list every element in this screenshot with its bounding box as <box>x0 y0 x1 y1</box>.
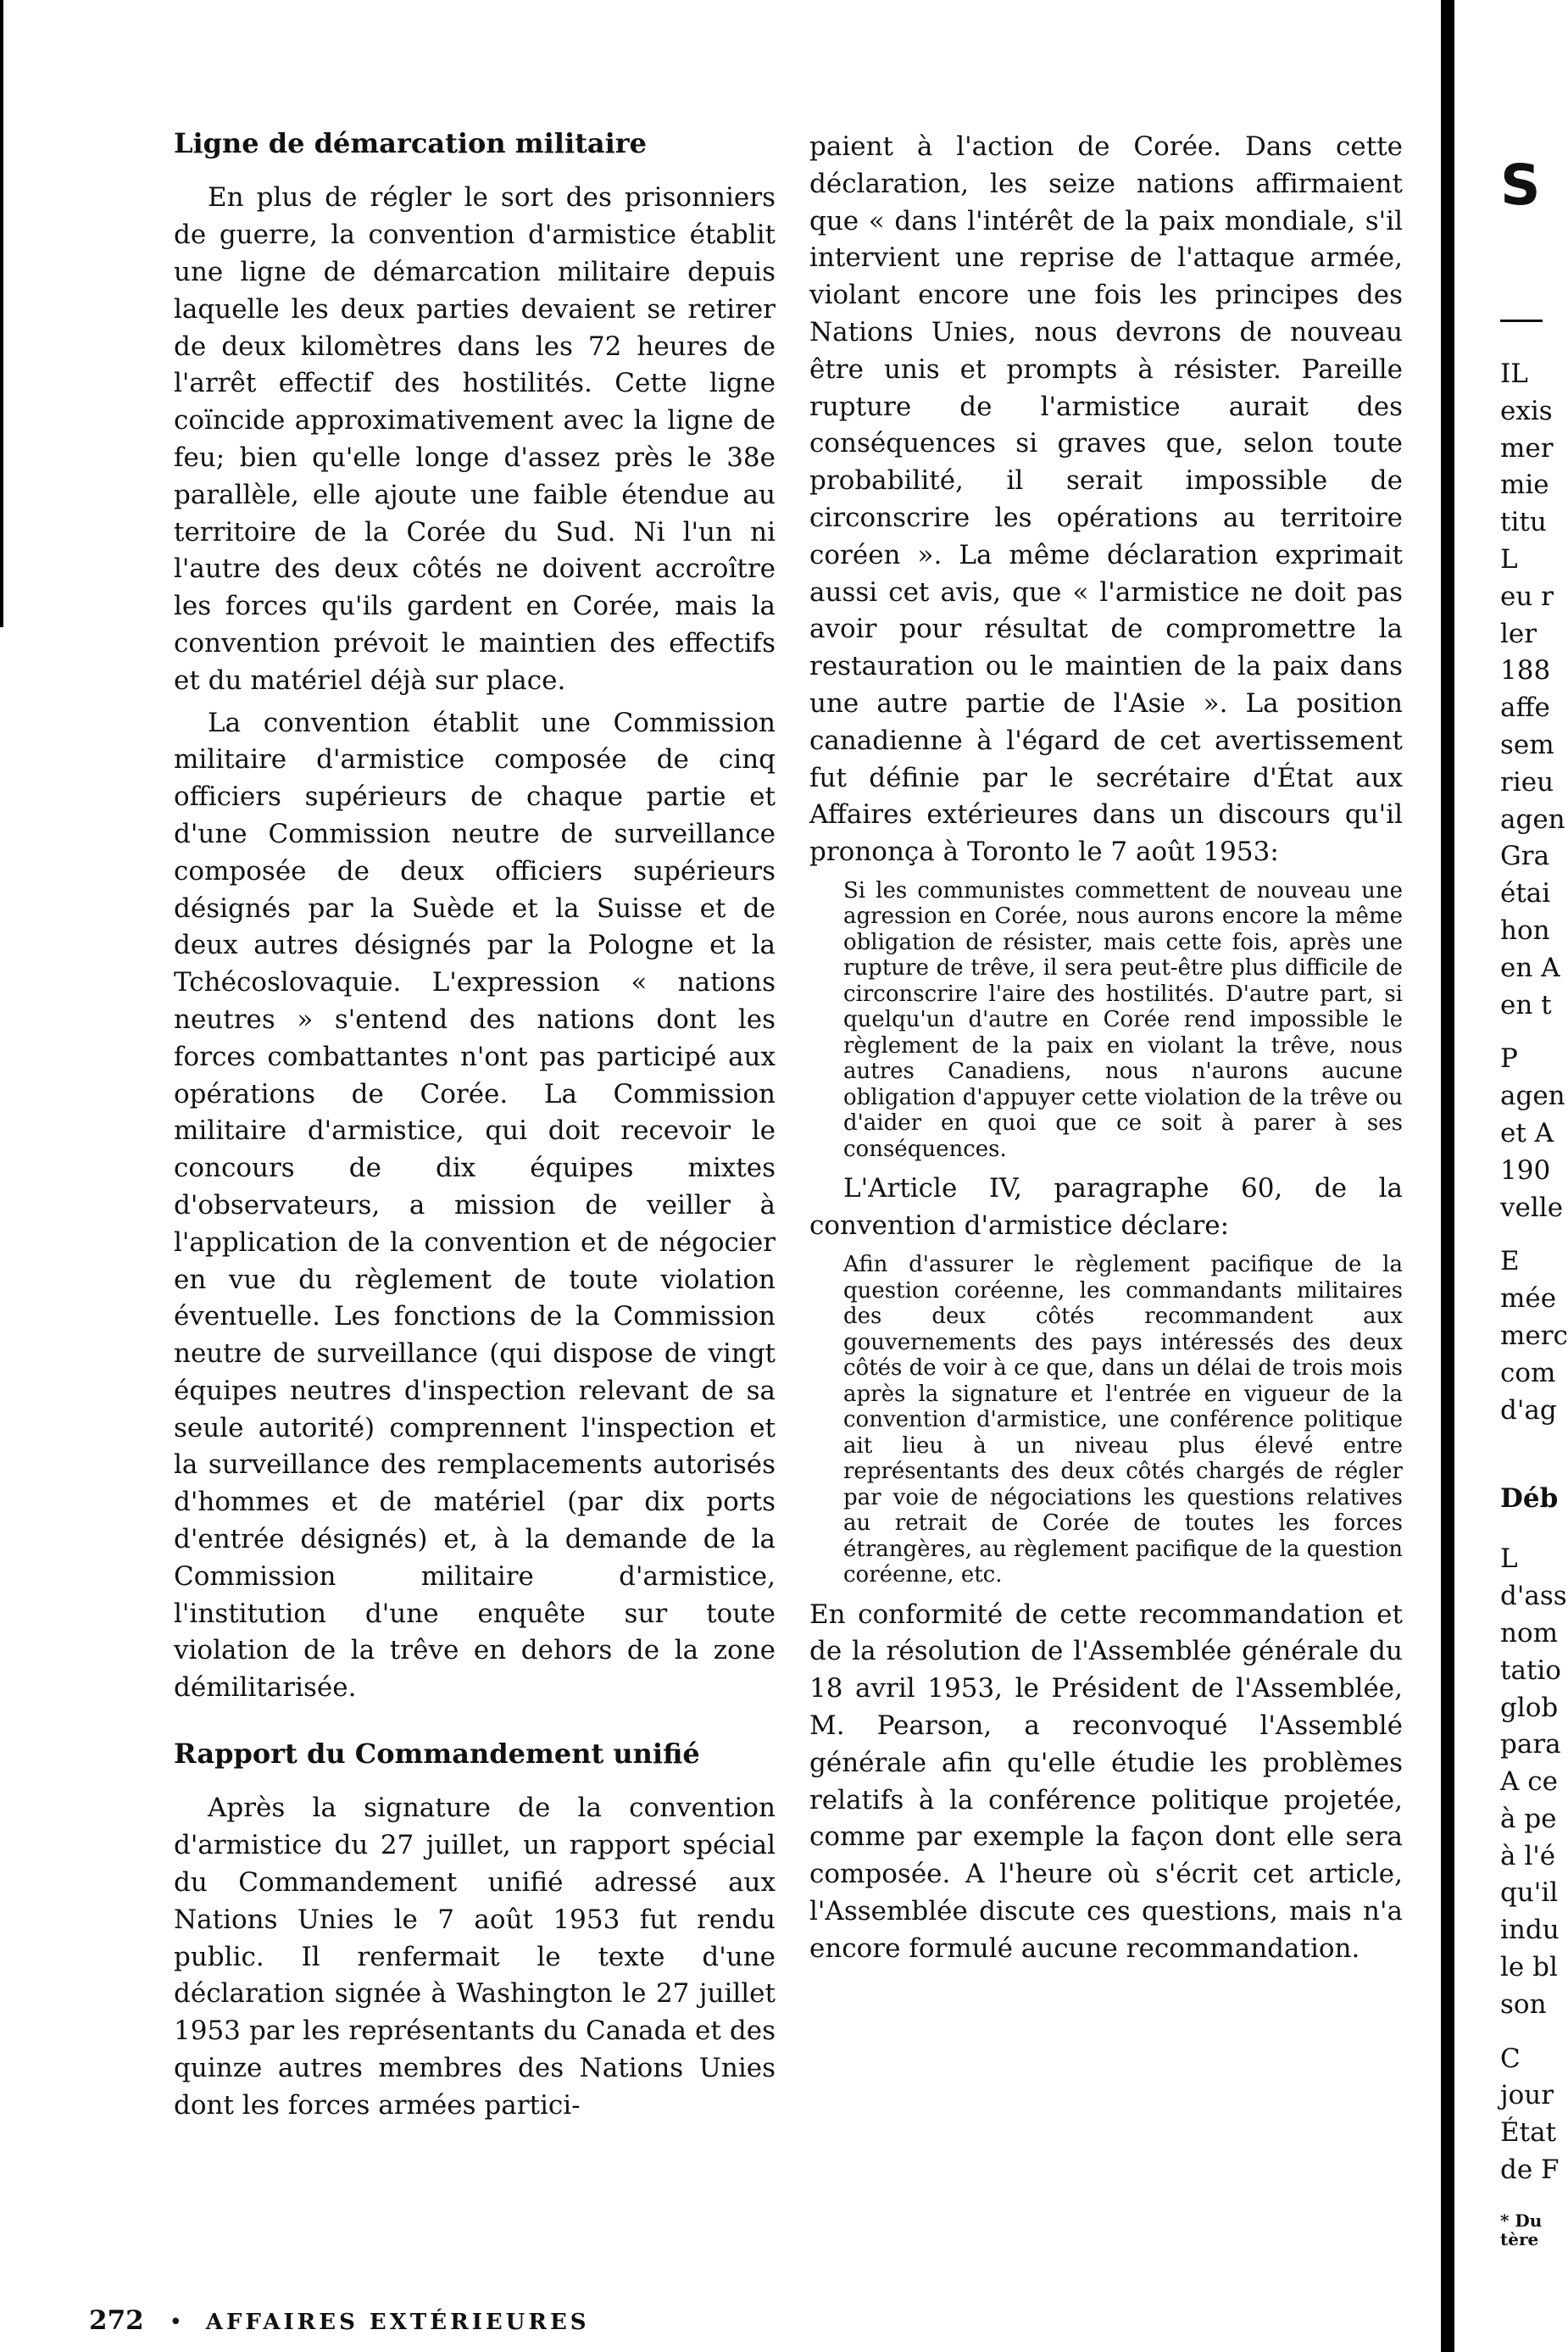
right-fragment-line: agen <box>1500 803 1565 835</box>
right-fragment-line: indu <box>1500 1915 1560 1946</box>
right-fragment-line: d'ass <box>1500 1581 1567 1612</box>
right-fragment-line: exis <box>1500 395 1553 426</box>
right-fragment-line: mer <box>1500 432 1554 464</box>
right-footnote-line: * Du <box>1500 2210 1543 2231</box>
right-fragment-line: à pe <box>1500 1803 1557 1834</box>
right-fragment-line: L <box>1500 543 1518 575</box>
heading-rapport-commandement: Rapport du Commandement unifié <box>174 1738 700 1771</box>
right-fragment-line: son <box>1500 1988 1547 2020</box>
right-fragment-line: titu <box>1500 507 1547 538</box>
footer-bullet: • <box>169 2310 182 2335</box>
right-fragment-line: com <box>1500 1357 1556 1388</box>
right-fragment-line: eu r <box>1500 581 1554 612</box>
right-fragment-line: de F <box>1500 2155 1560 2186</box>
right-fragment-line: 188 <box>1500 655 1551 687</box>
right-dash <box>1500 320 1543 322</box>
right-fragment-line: E <box>1500 1246 1520 1277</box>
right-fragment-line: nom <box>1500 1617 1559 1649</box>
right-fragment-line: en t <box>1500 989 1552 1020</box>
right-footnote-line: tère <box>1500 2228 1539 2249</box>
page-number: 272 <box>89 2305 144 2336</box>
middle-column <box>809 129 1403 1973</box>
right-lines-e <box>1500 1541 1567 2023</box>
right-fragment-line: à l'é <box>1500 1840 1556 1871</box>
right-fragment-line: hon <box>1500 915 1550 946</box>
journal-title: AFFAIRES EXTÉRIEURES <box>205 2310 590 2335</box>
right-fragment-line: glob <box>1500 1692 1559 1723</box>
right-fragment-line: 190 <box>1500 1154 1551 1186</box>
right-fragment-line: étai <box>1500 878 1551 909</box>
right-fragment-line: État <box>1500 2117 1557 2149</box>
right-footnote <box>1500 2211 1551 2249</box>
right-fragment-line: jour <box>1500 2080 1554 2111</box>
right-big-heading: S <box>1500 153 1541 218</box>
right-lines-d <box>1500 1243 1568 1429</box>
paragraph-convention-ligne: En plus de régler le sort des prisonniers de guerre, la convention d'armistice établit une ligne de démarcation militaire depuis laquelle les deux parties devaient se retirer de deux kilomètres dans les 72 heures de l'arrêt effectif des hostilités. Cette ligne coïncide approximativement avec la ligne de feu; bien qu'elle longe d'assez près le 38e parallèle, elle ajoute une faible étendue au territoire de la Corée du Sud. Ni l'un ni l'autre des deux côtés ne doivent accroître les forces qu'ils gardent en Corée, mais la convention prévoit le maintien des effectifs et du matériel déjà sur place. <box>174 182 776 696</box>
right-lines-c <box>1500 1041 1565 1226</box>
right-fragment-line: IL <box>1500 359 1528 389</box>
right-fragment-line: rieu <box>1500 766 1554 798</box>
quote-article <box>809 1252 1403 1588</box>
paragraph-conformite: En conformité de cette recommandation et de la résolution de l'Assemblée générale du 18 avril 1953, le Président de l'Assemblée, M. Pearson, a reconvoqué l'Assemblé générale afin qu'elle étudie les problèmes relatifs à la conférence politique projetée, comme par exemple la façon dont elle sera composée. A l'heure où s'écrit cet article, l'Assemblée discute ces questions, mais n'a encore formulé aucune recommandation. <box>809 1599 1403 1964</box>
page-footer <box>89 2305 590 2336</box>
heading-ligne-demarcation: Ligne de démarcation militaire <box>174 127 647 159</box>
paragraph-commission: La convention établit une Commission militaire d'armistice composée de cinq officiers supérieurs de chaque partie et d'une Commission neutre de surveillance composée de deux officiers supérieurs désignés par la Suède et la Suisse et de deux autres désignés par la Pologne et la Tchécoslovaquie. L'expression « nations neutres » s'entend des nations dont les forces combattantes n'ont pas participé aux opérations de Corée. La Commission militaire d'armistice, qui doit recevoir le concours de dix équipes mixtes d'observateurs, a mission de veiller à l'application de la convention et de négocier en vue du règlement de toute violation éventuelle. Les fonctions de la Commission neutre de surveillance (qui dispose de vingt équipes neutres d'inspection relevant de sa seule autorité) comprennent l'inspection et la surveillance des remplacements autorisés d'hommes et de matériel (par dix ports d'entrée désignés) et, à la demande de la Commission militaire d'armistice, l'institution d'une enquête sur toute violation de la trêve en dehors de la zone démilitarisée. <box>174 707 776 1704</box>
right-fragment-line: P <box>1500 1043 1518 1075</box>
right-fragment-line: A ce <box>1500 1766 1558 1798</box>
right-column-fragment <box>1500 127 1568 2249</box>
quote-article-text: Afin d'assurer le règlement pacifique de la question coréenne, les commandants militaires des deux côtés recommandent aux gouvernements des pays intéressés des deux côtés de voir à ce que, dans un délai de trois mois après la signature et l'entrée en vigueur de la convention d'armistice, une conférence politique ait lieu à un niveau plus élevé entre représentants des deux côtés chargés de régler par voie de négociations les questions relatives au retrait de Corée de toutes les forces étrangères, au règlement pacifique de la question coréenne, etc. <box>843 1252 1403 1588</box>
right-fragment-line: mée <box>1500 1283 1557 1315</box>
left-edge-mark <box>0 0 3 627</box>
right-fragment-line: C <box>1500 2043 1521 2074</box>
right-fragment-line: velle <box>1500 1192 1564 1223</box>
right-fragment-line: mie <box>1500 470 1549 501</box>
right-fragment-line: merc <box>1500 1320 1568 1351</box>
right-fragment-line: affe <box>1500 692 1550 724</box>
quote-communistes-text: Si les communistes commettent de nouveau une agression en Corée, nous aurons encore la même obligation de résister, mais cette fois, après une rupture de trêve, il sera peut-être plus difficile de circonscrire l'aire des hostilités. D'autre part, si quelqu'un d'autre en Corée rend impossible le règlement de la paix en violant la trêve, nous autres Canadiens, nous n'aurons aucune obligation d'appuyer cette violation de la trêve ou d'aider en quoi que ce soit à parer à ses conséquences. <box>843 877 1403 1162</box>
quote-communistes <box>809 878 1403 1163</box>
right-fragment-line: tatio <box>1500 1654 1561 1686</box>
paragraph-rapport: Après la signature de la convention d'armistice du 27 juillet, un rapport spécial du Commandement unifié adressé aux Nations Unies le 7 août 1953 fut rendu public. Il renfermait le texte d'une déclaration signée à Washington le 27 juillet 1953 par les représentants du Canada et des quinze autres membres des Nations Unies dont les forces armées partici- <box>174 1793 776 2121</box>
left-column <box>174 127 776 2130</box>
right-lines-f <box>1500 2041 1560 2189</box>
right-fragment-line: L <box>1500 1543 1518 1575</box>
right-fragment-line: d'ag <box>1500 1394 1557 1426</box>
column-separator-rule <box>1441 0 1454 2352</box>
right-lines-b <box>1500 542 1565 1024</box>
right-fragment-line: en A <box>1500 952 1560 983</box>
paragraph-declaration: paient à l'action de Corée. Dans cette déclaration, les seize nations affirmaient que « dans l'intérêt de la paix mondiale, s'il intervient une reprise de l'attaque armée, violant encore une fois les principes des Nations Unies, nous devrons de nouveau être unis et prompts à résister. Pareille rupture de l'armistice aurait des conséquences si graves que, selon toute probabilité, il serait impossible de circonscrire les opérations au territoire coréen ». La même déclaration exprimait aussi cet avis, que « l'armistice ne doit pas avoir pour résultat de compromettre la restauration ou le maintien de la paix dans une autre partie de l'Asie ». La position canadienne à l'égard de cet avertissement fut définie par le secrétaire d'État aux Affaires extérieures dans un discours qu'il prononça à Toronto le 7 août 1953: <box>809 131 1403 868</box>
right-fragment-line: ler <box>1500 618 1537 649</box>
right-fragment-line: et A <box>1500 1117 1554 1148</box>
right-fragment-line: le bl <box>1500 1952 1558 1983</box>
right-fragment-line: sem <box>1500 729 1554 760</box>
right-lines-a <box>1500 356 1554 542</box>
paragraph-article-iv: L'Article IV, paragraphe 60, de la convention d'armistice déclare: <box>809 1173 1403 1242</box>
right-fragment-line: para <box>1500 1729 1561 1760</box>
right-heading: Déb <box>1500 1483 1559 1515</box>
right-fragment-line: Gra <box>1500 841 1550 872</box>
right-fragment-line: qu'il <box>1500 1877 1559 1909</box>
right-fragment-line: agen <box>1500 1081 1565 1112</box>
